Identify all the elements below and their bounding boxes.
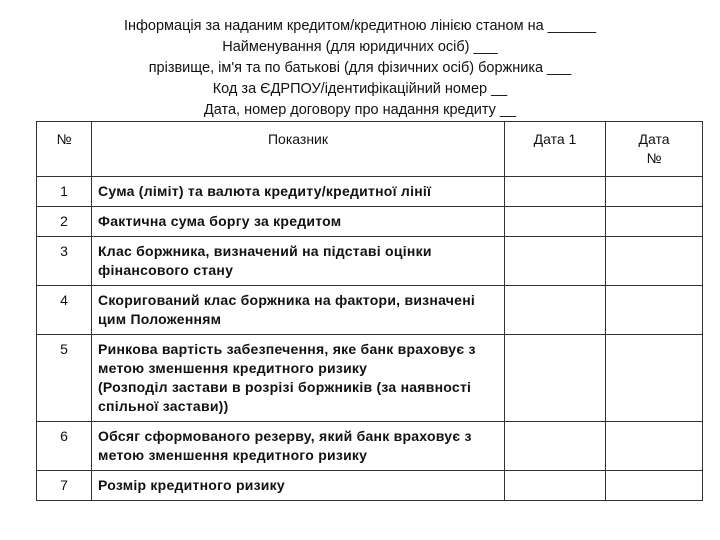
row-number: 5: [37, 335, 92, 422]
row-indicator: [92, 237, 505, 286]
row-date-2-cell: [606, 335, 703, 422]
column-header-date-2: [606, 122, 703, 177]
header-person-name: прізвище, ім'я та по батькові (для фізичних осіб) боржника ___: [148, 60, 572, 76]
row-number: 6: [37, 422, 92, 471]
row-date-2-cell: [606, 207, 703, 237]
indicator-text-line: Клас боржника, визначений на підставі оцінки: [98, 243, 432, 259]
table-row: [37, 422, 703, 471]
column-header-date-2-number: №: [646, 150, 662, 166]
indicator-text-line: (Розподіл застави в розрізі боржників (за наявності: [98, 379, 472, 395]
row-number: 1: [37, 177, 92, 207]
document-header: [60, 16, 660, 121]
row-date-1-cell: [505, 422, 606, 471]
row-date-1-cell: [505, 335, 606, 422]
row-number: 2: [37, 207, 92, 237]
row-indicator: [92, 207, 505, 237]
row-number: 3: [37, 237, 92, 286]
row-number: 7: [37, 471, 92, 501]
row-indicator: [92, 471, 505, 501]
column-header-date-1: Дата 1: [505, 122, 606, 177]
indicator-text-line: Розмір кредитного ризику: [98, 477, 285, 493]
table-row: [37, 471, 703, 501]
table-row: [37, 237, 703, 286]
column-header-indicator: Показник: [92, 122, 505, 177]
row-indicator: [92, 422, 505, 471]
indicator-text-line: Ринкова вартість забезпечення, яке банк враховує з: [98, 341, 476, 357]
indicator-text-line: Скоригований клас боржника на фактори, визначені: [98, 292, 476, 308]
row-indicator: [92, 177, 505, 207]
table-row: [37, 335, 703, 422]
table-row: [37, 286, 703, 335]
row-date-1-cell: [505, 177, 606, 207]
credit-info-table: [36, 121, 703, 501]
table-row: [37, 177, 703, 207]
row-date-2-cell: [606, 471, 703, 501]
column-header-date-2-label: Дата: [638, 131, 670, 147]
indicator-text-line: фінансового стану: [98, 262, 234, 278]
header-company-name: Найменування (для юридичних осіб) ___: [222, 39, 498, 55]
indicator-text-line: Сума (ліміт) та валюта кредиту/кредитної лінії: [98, 183, 432, 199]
header-code: Код за ЄДРПОУ/ідентифікаційний номер __: [212, 81, 508, 97]
indicator-text-line: Фактична сума боргу за кредитом: [98, 213, 342, 229]
row-indicator: [92, 335, 505, 422]
row-date-2-cell: [606, 286, 703, 335]
table-header-row: [37, 122, 703, 177]
row-date-1-cell: [505, 207, 606, 237]
header-title: Інформація за наданим кредитом/кредитною лінією станом на ______: [123, 18, 597, 34]
row-date-2-cell: [606, 177, 703, 207]
row-date-2-cell: [606, 237, 703, 286]
indicator-text-line: спільної застави)): [98, 398, 229, 414]
row-indicator: [92, 286, 505, 335]
indicator-text-line: метою зменшення кредитного ризику: [98, 360, 368, 376]
table-row: [37, 207, 703, 237]
indicator-text-line: метою зменшення кредитного ризику: [98, 447, 368, 463]
indicator-text-line: Обсяг сформованого резерву, який банк враховує з: [98, 428, 472, 444]
row-date-1-cell: [505, 286, 606, 335]
header-contract: Дата, номер договору про надання кредиту __: [203, 102, 517, 118]
column-header-number: №: [37, 122, 92, 177]
row-number: 4: [37, 286, 92, 335]
row-date-1-cell: [505, 237, 606, 286]
row-date-1-cell: [505, 471, 606, 501]
row-date-2-cell: [606, 422, 703, 471]
indicator-text-line: цим Положенням: [98, 311, 222, 327]
